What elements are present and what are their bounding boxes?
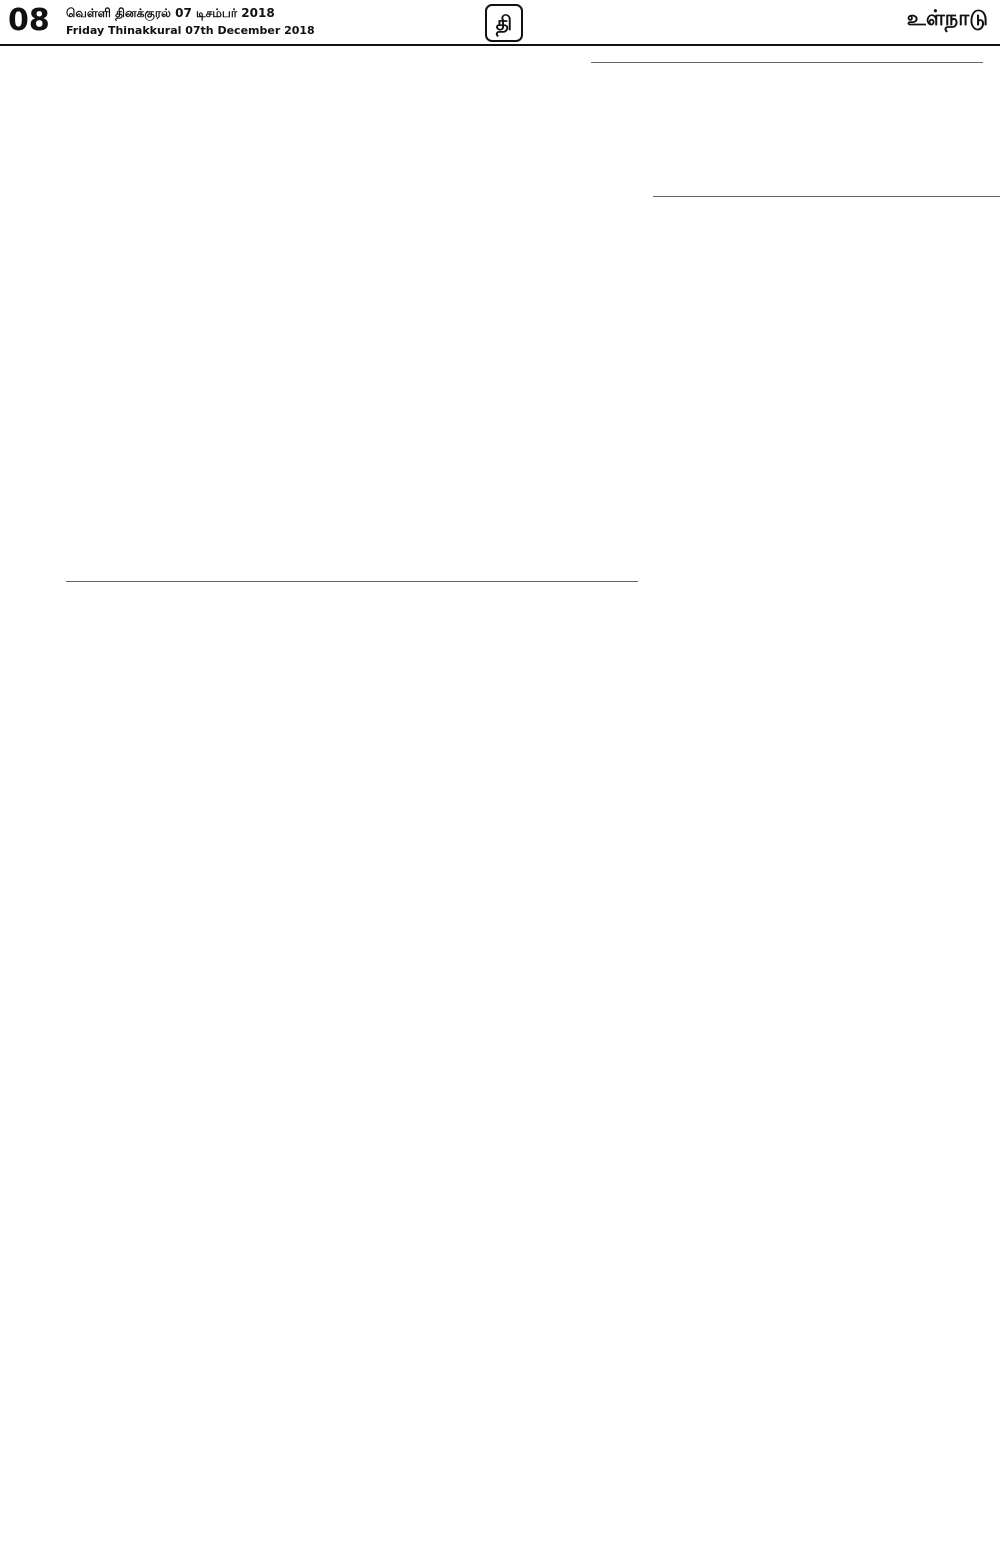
- paper-logo: தி: [485, 4, 523, 42]
- article: [250, 581, 638, 585]
- article: [591, 62, 983, 66]
- english-date: Friday Thinakkural 07th December 2018: [66, 24, 315, 37]
- page-number: 08: [8, 3, 50, 38]
- masthead: [0, 0, 1000, 46]
- article-header: [653, 197, 1000, 200]
- article: [653, 196, 1000, 200]
- tamil-date: வெள்ளி தினக்குரல் 07 டிசம்பர் 2018: [66, 6, 275, 20]
- section-title: உள்நாடு: [906, 6, 988, 30]
- article-header: [591, 63, 983, 66]
- lottery-results: [0, 1465, 1000, 1542]
- article-header: [250, 582, 638, 585]
